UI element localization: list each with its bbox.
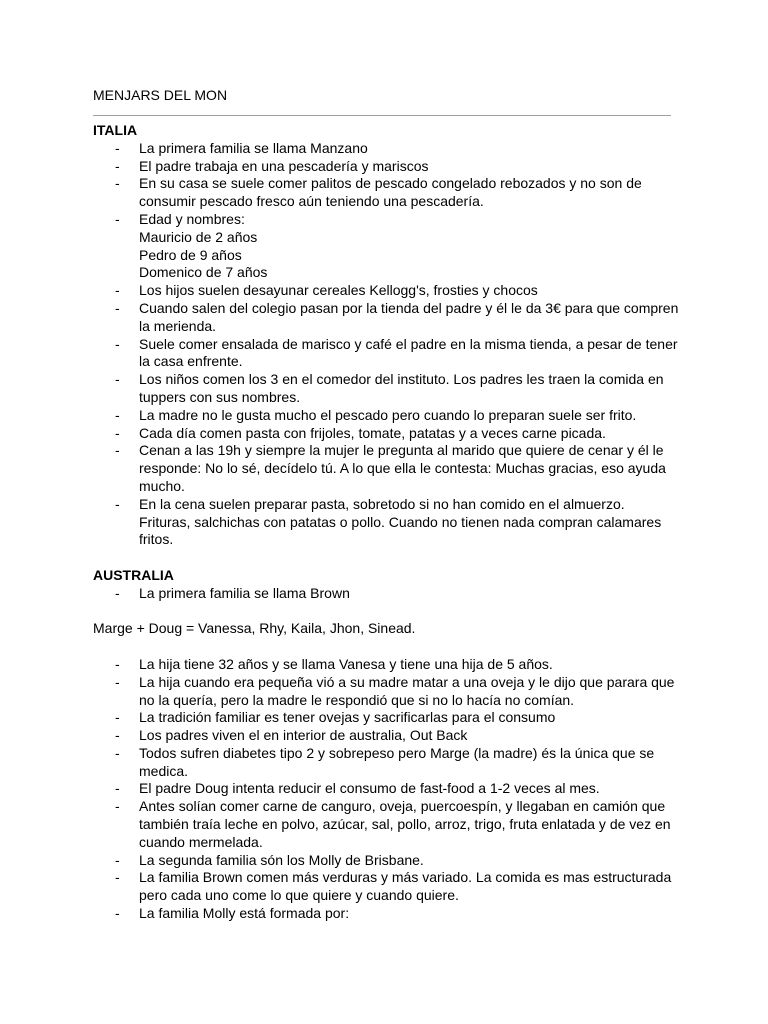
- list-item-text: Los padres viven el en interior de australia, Out Back: [139, 727, 468, 744]
- list-item: [93, 674, 679, 710]
- list-item: [93, 852, 679, 870]
- bullet-dash: -: [115, 584, 120, 601]
- list-item-text: El padre trabaja en una pescadería y mariscos: [139, 157, 429, 174]
- list-item: [93, 656, 679, 674]
- list-item-text: La familia Molly está formada por:: [139, 905, 350, 922]
- list-item: [93, 905, 679, 923]
- list-item-text: Edad y nombres:: [139, 210, 245, 227]
- list-item-text: La familia Brown comen más verduras y más variado. La comida es mas estructurada pero cada uno come lo que quiere y cuando quiere.: [139, 869, 672, 904]
- document-title: MENJARS DEL MON: [93, 87, 228, 103]
- list-item: [93, 282, 679, 300]
- bullet-dash: -: [115, 869, 120, 886]
- list-item-text: Cenan a las 19h y siempre la mujer le pregunta al marido que quiere de cenar y él le responde: No lo sé, decídelo tú. A lo que ella le contesta: Muchas gracias, eso ayuda mucho.: [139, 442, 666, 494]
- bullet-dash: -: [115, 371, 120, 388]
- child-entry: Mauricio de 2 años: [139, 228, 258, 245]
- list-item: [93, 300, 679, 336]
- title-divider: [93, 115, 671, 116]
- list-item-text: Antes solían comer carne de canguro, oveja, puercoespín, y llegaban en camión que también traía leche en polvo, azúcar, sal, pollo, arroz, trigo, fruta enlatada y de vez en cuando mermelada.: [139, 798, 671, 850]
- list-item-text: La madre no le gusta mucho el pescado pero cuando lo preparan suele ser frito.: [139, 406, 637, 423]
- list-item-text: La primera familia se llama Manzano: [139, 139, 368, 156]
- list-item-text: Cuando salen del colegio pasan por la tienda del padre y él le da 3€ para que compren la merienda.: [139, 299, 679, 334]
- section-heading-italia: ITALIA: [93, 122, 138, 138]
- bullet-dash: -: [115, 798, 120, 815]
- list-item: [93, 158, 679, 176]
- section-heading-australia: AUSTRALIA: [93, 566, 174, 583]
- bullet-dash: -: [115, 139, 120, 156]
- family-line: Marge + Doug = Vanessa, Rhy, Kaila, Jhon, Sinead.: [93, 620, 416, 637]
- bullet-dash: -: [115, 335, 120, 352]
- bullet-dash: -: [115, 709, 120, 726]
- list-item: [93, 745, 679, 781]
- list-item: [93, 336, 679, 372]
- list-item-text: La primera familia se llama Brown: [139, 584, 350, 601]
- bullet-dash: -: [115, 851, 120, 868]
- list-item: [93, 140, 679, 158]
- list-item: [93, 798, 679, 851]
- document-page: [93, 86, 693, 923]
- list-item: [93, 371, 679, 407]
- bullet-dash: -: [115, 299, 120, 316]
- list-item: [93, 780, 679, 798]
- list-item-text: La hija cuando era pequeña vió a su madre matar a una oveja y le dijo que parara que no la quería, pero la madre le respondió que si no lo hacía no comían.: [139, 673, 675, 708]
- list-item: [93, 442, 679, 495]
- list-item: [93, 425, 679, 443]
- list-item-text: Suele comer ensalada de marisco y café el padre en la misma tienda, a pesar de tener la casa enfrente.: [139, 335, 678, 370]
- bullet-dash: -: [115, 905, 120, 922]
- bullet-dash: -: [115, 210, 120, 227]
- list-item: [93, 496, 679, 549]
- list-item-text: En la cena suelen preparar pasta, sobretodo si no han comido en el almuerzo. Frituras, salchichas con patatas o pollo. Cuando no tienen nada compran calamares fritos.: [139, 495, 662, 548]
- bullet-dash: -: [115, 495, 120, 512]
- italia-list: [93, 140, 693, 549]
- bullet-dash: -: [115, 424, 120, 441]
- list-item: [93, 585, 679, 603]
- list-item: [93, 727, 679, 745]
- list-item-text: El padre Doug intenta reducir el consumo de fast-food a 1-2 veces al mes.: [139, 780, 600, 797]
- bullet-dash: -: [115, 744, 120, 761]
- list-item-text: La hija tiene 32 años y se llama Vanesa y tiene una hija de 5 años.: [139, 655, 553, 672]
- list-item-text: La segunda familia són los Molly de Brisbane.: [139, 851, 424, 868]
- bullet-dash: -: [115, 175, 120, 192]
- list-item-text: Los niños comen los 3 en el comedor del instituto. Los padres les traen la comida en tuppers con sus nombres.: [139, 371, 664, 405]
- list-item-text: Cada día comen pasta con frijoles, tomate, patatas y a veces carne picada.: [139, 424, 606, 441]
- list-item: [93, 709, 679, 727]
- bullet-dash: -: [115, 727, 120, 744]
- list-item-text: Todos sufren diabetes tipo 2 y sobrepeso pero Marge (la madre) és la única que se medica.: [139, 744, 655, 779]
- list-item: [93, 407, 679, 425]
- bullet-dash: -: [115, 655, 120, 672]
- blank-line: [93, 549, 693, 567]
- list-item-text: En su casa se suele comer palitos de pescado congelado rebozados y no son de consumir pescado fresco aún teniendo una pescadería.: [139, 175, 642, 210]
- list-item-text: Los hijos suelen desayunar cereales Kellogg's, frosties y chocos: [139, 282, 538, 299]
- list-item: [93, 211, 679, 282]
- bullet-dash: -: [115, 673, 120, 690]
- australia-intro-list: [93, 585, 693, 603]
- list-item: [93, 175, 679, 211]
- blank-line: [93, 638, 693, 656]
- child-entry: Domenico de 7 años: [139, 264, 268, 281]
- child-entry: Pedro de 9 años: [139, 246, 242, 263]
- list-item: [93, 869, 679, 905]
- blank-line: [93, 603, 693, 621]
- bullet-dash: -: [115, 406, 120, 423]
- bullet-dash: -: [115, 442, 120, 459]
- list-item-text: La tradición familiar es tener ovejas y sacrificarlas para el consumo: [139, 709, 556, 726]
- australia-list: [93, 656, 693, 923]
- bullet-dash: -: [115, 282, 120, 299]
- bullet-dash: -: [115, 780, 120, 797]
- bullet-dash: -: [115, 157, 120, 174]
